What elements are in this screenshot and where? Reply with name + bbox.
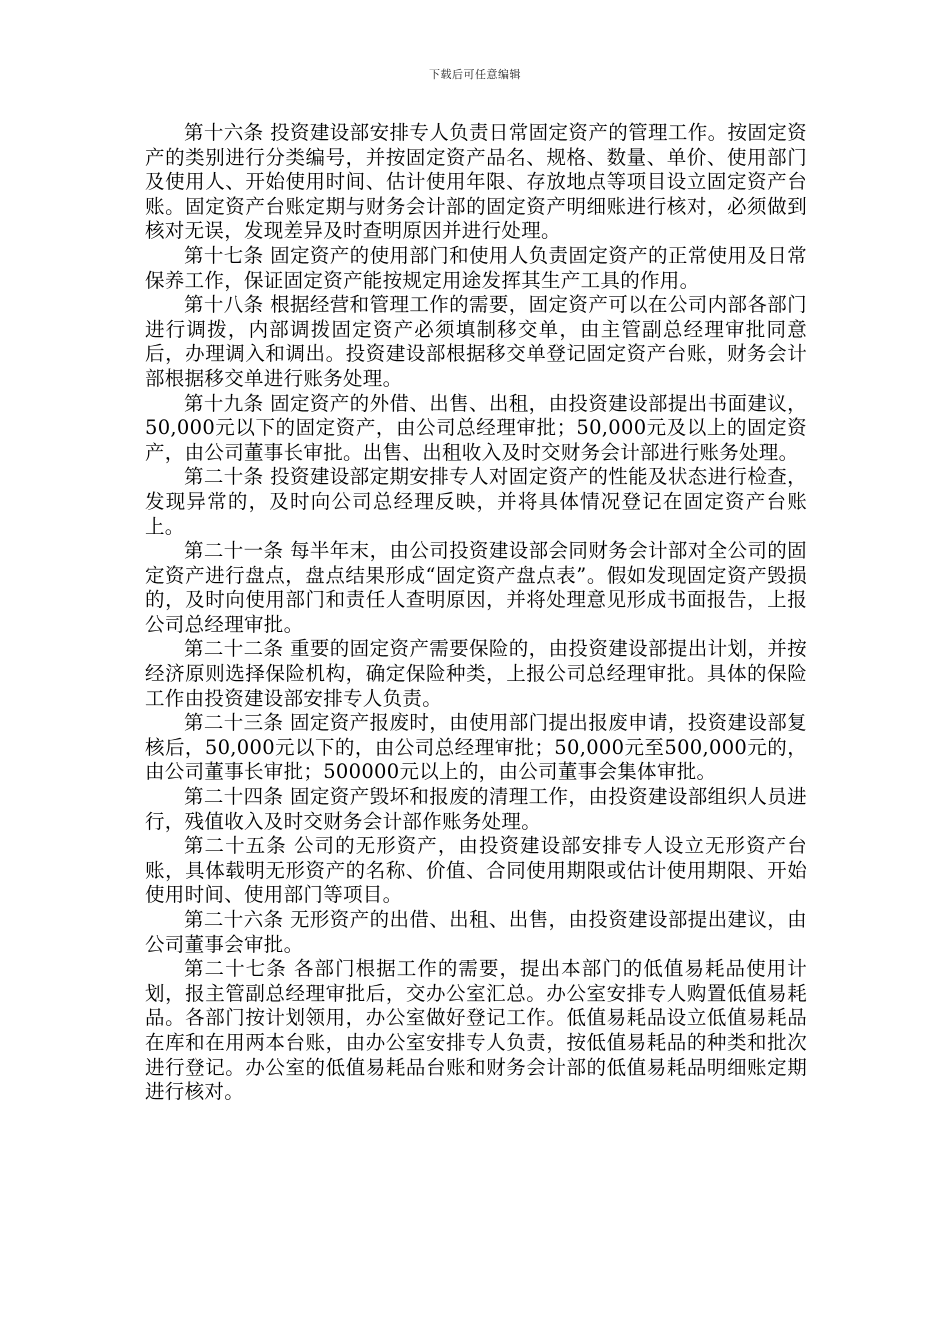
article-21: 第二十一条 每半年末，由公司投资建设部会同财务会计部对全公司的固定资产进行盘点，盘点结果形成“固定资产盘点表”。假如发现固定资产毁损的，及时向使用部门和责任人查明原因，并将处理意见形成书面报告，上报公司总经理审批。 (145, 539, 807, 636)
article-16: 第十六条 投资建设部安排专人负责日常固定资产的管理工作。按固定资产的类别进行分类编号，并按固定资产品名、规格、数量、单价、使用部门及使用人、开始使用时间、估计使用年限、存放地点等项目设立固定资产台账。固定资产台账定期与财务会计部的固定资产明细账进行核对，必须做到核对无误，发现差异及时查明原因并进行处理。 (145, 121, 807, 243)
article-27: 第二十七条 各部门根据工作的需要，提出本部门的低值易耗品使用计划，报主管副总经理审批后，交办公室汇总。办公室安排专人购置低值易耗品。各部门按计划领用，办公室做好登记工作。低值易耗品设立低值易耗品在库和在用两本台账，由办公室安排专人负责，按低值易耗品的种类和批次进行登记。办公室的低值易耗品台账和财务会计部的低值易耗品明细账定期进行核对。 (145, 957, 807, 1104)
article-23: 第二十三条 固定资产报废时，由使用部门提出报废申请，投资建设部复核后，50,000元以下的，由公司总经理审批；50,000元至500,000元的，由公司董事长审批；500000元以上的，由公司董事会集体审批。 (145, 711, 807, 784)
article-24: 第二十四条 固定资产毁坏和报废的清理工作，由投资建设部组织人员进行，残值收入及时交财务会计部作账务处理。 (145, 785, 807, 833)
article-20: 第二十条 投资建设部定期安排专人对固定资产的性能及状态进行检查，发现异常的，及时向公司总经理反映，并将具体情况登记在固定资产台账上。 (145, 465, 807, 538)
article-19: 第十九条 固定资产的外借、出售、出租，由投资建设部提出书面建议，50,000元以下的固定资产，由公司总经理审批；50,000元及以上的固定资产，由公司董事长审批。出售、出租收入及时交财务会计部进行账务处理。 (145, 391, 807, 464)
article-18: 第十八条 根据经营和管理工作的需要，固定资产可以在公司内部各部门进行调拨，内部调拨固定资产必须填制移交单，由主管副总经理审批同意后，办理调入和调出。投资建设部根据移交单登记固定资产台账，财务会计部根据移交单进行账务处理。 (145, 293, 807, 390)
article-22: 第二十二条 重要的固定资产需要保险的，由投资建设部提出计划，并按经济原则选择保险机构，确定保险种类，上报公司总经理审批。具体的保险工作由投资建设部安排专人负责。 (145, 637, 807, 710)
article-26: 第二十六条 无形资产的出借、出租、出售，由投资建设部提出建议，由公司董事会审批。 (145, 908, 807, 956)
document-body (145, 121, 807, 1105)
page-header: 下载后可任意编辑 (429, 68, 521, 81)
article-25: 第二十五条 公司的无形资产，由投资建设部安排专人设立无形资产台账，具体载明无形资产的名称、价值、合同使用期限或估计使用期限、开始使用时间、使用部门等项目。 (145, 834, 807, 907)
article-17: 第十七条 固定资产的使用部门和使用人负责固定资产的正常使用及日常保养工作，保证固定资产能按规定用途发挥其生产工具的作用。 (145, 243, 807, 292)
